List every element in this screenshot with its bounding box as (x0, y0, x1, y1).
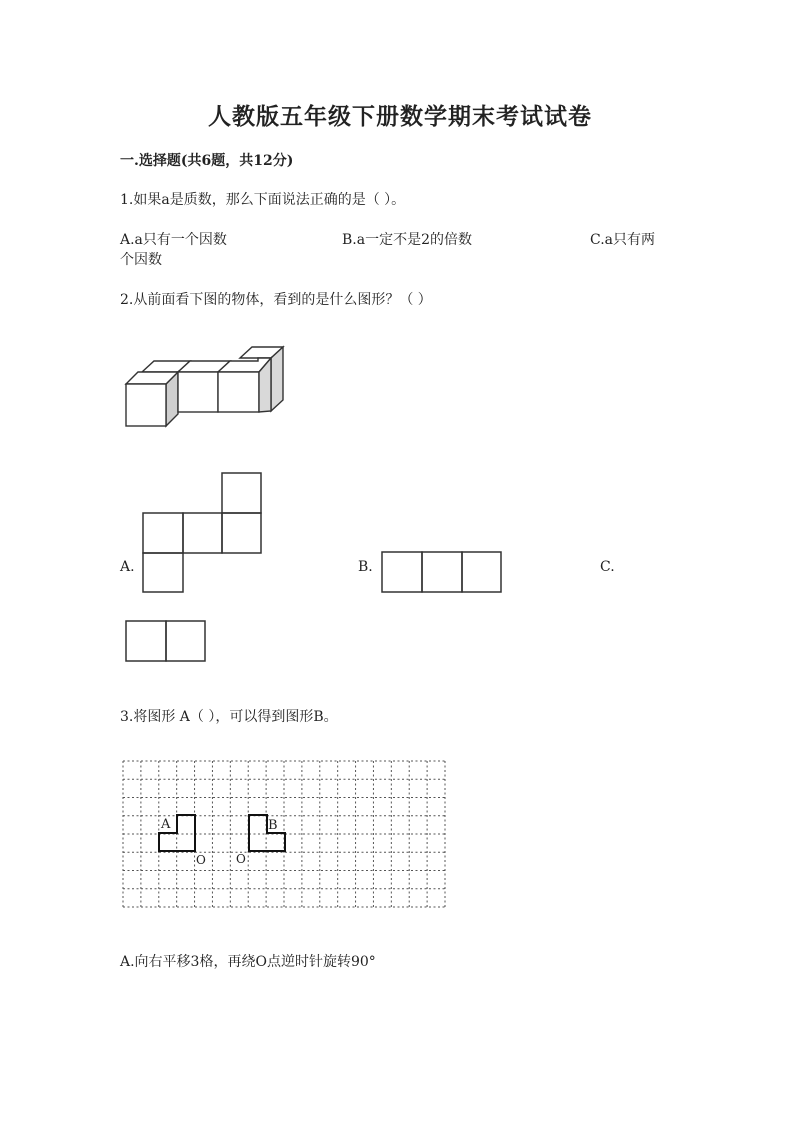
question-1-option-c-line1: C.a只有两 (590, 232, 656, 248)
question-1-option-b: B.a一定不是2的倍数 (342, 232, 472, 248)
page-title: 人教版五年级下册数学期末考试试卷 (208, 103, 592, 130)
question-3-option-a: A.向右平移3格，再绕O点逆时针旋转90° (120, 954, 376, 970)
question-3-text: 3.将图形 A（ ），可以得到图形B。 (120, 709, 338, 725)
question-1-option-a: A.a只有一个因数 (120, 232, 227, 248)
point-o-label-1: O (196, 853, 206, 867)
shape-b-label: B (268, 818, 278, 833)
shape-a-label: A (161, 817, 171, 832)
question-2-3d-cubes-figure (118, 340, 293, 432)
question-2-option-c-figure (125, 620, 207, 664)
section-heading: 一.选择题(共6题，共12分) (120, 153, 294, 169)
question-2-option-a-figure (142, 472, 264, 594)
question-2-option-b-figure (381, 551, 503, 595)
question-3-grid-figure (122, 760, 446, 908)
shape-b (249, 815, 285, 851)
question-2-text: 2.从前面看下图的物体，看到的是什么图形？（ ） (120, 292, 432, 308)
question-2-option-a-label: A. (120, 559, 135, 575)
question-1-text: 1.如果a是质数，那么下面说法正确的是（ ）。 (120, 192, 406, 208)
question-1-option-c-line2: 个因数 (120, 252, 162, 268)
question-2-option-c-label: C. (600, 559, 615, 575)
question-2-option-b-label: B. (358, 559, 373, 575)
point-o-label-2: O (236, 852, 246, 866)
